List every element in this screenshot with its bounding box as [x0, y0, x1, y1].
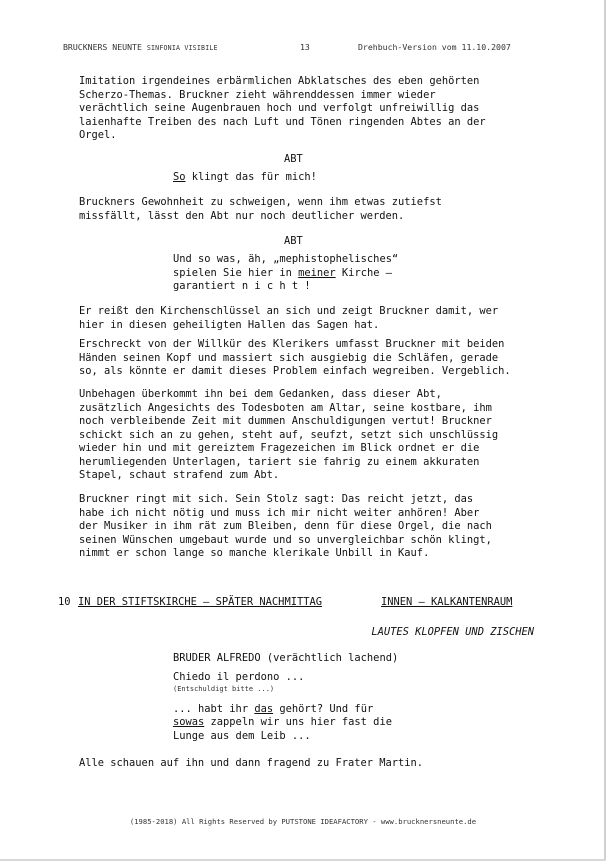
header-title: [63, 41, 218, 56]
scene-number: 10: [58, 596, 71, 608]
scene-heading-text: IN DER STIFTSKIRCHE – SPÄTER NACHMITTAG: [78, 596, 322, 608]
action-line: Unbehagen überkommt ihn bei dem Gedanken, dass dieser Abt,: [79, 388, 442, 400]
emphasis: das: [254, 702, 274, 715]
action-block-4: [79, 338, 529, 379]
character-cue: BRUDER ALFREDO (verächtlich lachend): [173, 652, 399, 664]
dialogue-text: klingt das für mich!: [185, 171, 317, 183]
action-line: herumliegenden Unterlagen, tariert sie fahrig zu einem akkuraten: [79, 455, 480, 468]
action-line: Stapel, schaut strafend zum Abt.: [79, 469, 280, 481]
action-block-5: [79, 388, 529, 483]
action-line: schickt sich an zu gehen, steht auf, seufzt, setzt sich unschlüssig: [79, 428, 499, 441]
action-block-6: [79, 493, 529, 561]
action-block-2: [79, 196, 529, 223]
dialogue-line: [173, 267, 398, 281]
dialogue-line: Und so was, äh, „mephistophelisches“: [173, 253, 399, 265]
header-version: Drehbuch-Version vom 11.10.2007: [358, 42, 511, 52]
action-line: der Musiker in ihm rät zum Bleiben, denn für diese Orgel, die nach: [79, 520, 492, 532]
action-line: Scherzo-Themas. Bruckner zieht währenddessen immer wieder: [79, 88, 436, 101]
action-block-1: [79, 75, 529, 143]
action-line: Händen seinen Kopf und massiert sich ausgiebig die Schläfen, gerade: [79, 351, 499, 364]
translation-note: (Entschuldigt bitte ...): [173, 684, 275, 693]
action-line: wieder hin und mit gereiztem Fragezeichen im Blick ordnet er die: [79, 442, 480, 454]
action-line: so, als könnte er damit dieses Problem einfach wegreiben. Vergeblich.: [79, 365, 511, 377]
scene-location: INNEN – KALKANTENRAUM: [381, 596, 513, 608]
emphasis: sowas: [173, 716, 205, 728]
dialogue-line: garantiert n i c h t !: [173, 280, 311, 292]
dialogue-line: Chiedo il perdono ...: [173, 671, 305, 683]
dialogue-text: Kirche –: [335, 266, 392, 279]
action-line: Alle schauen auf ihn und dann fragend zu Frater Martin.: [79, 757, 424, 769]
emphasis: So: [173, 171, 186, 183]
dialogue-block-1: [173, 171, 317, 185]
action-line: nimmt er schon lange so manche klerikale Unbill in Kauf.: [79, 547, 430, 559]
dialogue-block-2: [173, 253, 398, 294]
action-line: noch verbleibende Zeit mit dummen Anschuldigungen vertut! Bruckner: [79, 415, 492, 427]
emphasis: meiner: [298, 266, 336, 279]
action-block-3: [79, 305, 529, 332]
character-cue: ABT: [284, 235, 303, 247]
action-line: hier in diesen geheiligten Hallen das Sagen hat.: [79, 318, 380, 331]
dialogue-line: Lunge aus dem Leib ...: [173, 729, 311, 742]
action-line: zusätzlich Angesichts des Todesboten am Altar, seine kostbare, ihm: [79, 401, 492, 414]
dialogue-text: spielen Sie hier in: [173, 266, 299, 279]
page-footer: (1985-2018) All Rights Reserved by PUTSTONE IDEAFACTORY - www.brucknersneunte.de: [129, 817, 477, 826]
dialogue-line: [173, 171, 317, 185]
dialogue-line: [173, 703, 392, 717]
sound-cue: LAUTES KLOPFEN UND ZISCHEN: [371, 626, 534, 638]
dialogue-text: ... habt ihr: [173, 702, 255, 715]
action-line: missfällt, lässt den Abt nur noch deutlicher werden.: [79, 209, 405, 222]
dialogue-text: zappeln wir uns hier fast die: [204, 716, 392, 728]
action-block-7: [79, 757, 529, 771]
header-title-text: BRUCKNERS NEUNTE: [63, 42, 142, 52]
header-subtitle: SINFONIA VISIBILE: [146, 44, 218, 52]
action-line: laienhafte Treiben des nach Luft und Tönen ringenden Abtes an der: [79, 115, 486, 128]
action-line: Orgel.: [79, 129, 117, 141]
action-line: Imitation irgendeines erbärmlichen Abklatsches des eben gehörten: [79, 75, 480, 87]
dialogue-line: [173, 716, 392, 730]
action-line: Er reißt den Kirchenschlüssel an sich und zeigt Bruckner damit, wer: [79, 305, 499, 317]
page-number: 13: [300, 42, 310, 52]
action-line: habe ich nicht nötig und muss ich mir nicht weiter anhören! Aber: [79, 506, 480, 519]
action-line: Bruckner ringt mit sich. Sein Stolz sagt: Das reicht jetzt, das: [79, 493, 474, 505]
dialogue-text: gehört? Und für: [273, 702, 374, 715]
action-line: Erschreckt von der Willkür des Klerikers umfasst Bruckner mit beiden: [79, 338, 505, 350]
action-line: Bruckners Gewohnheit zu schweigen, wenn ihm etwas zutiefst: [79, 196, 442, 208]
action-line: verächtlich seine Augenbrauen hoch und verfolgt unfreiwillig das: [79, 102, 480, 114]
character-cue: ABT: [284, 153, 303, 165]
action-line: seinen Wünschen umgebaut wurde und so unvergleichbar schön klingt,: [79, 533, 492, 546]
dialogue-block-3: [173, 671, 392, 743]
